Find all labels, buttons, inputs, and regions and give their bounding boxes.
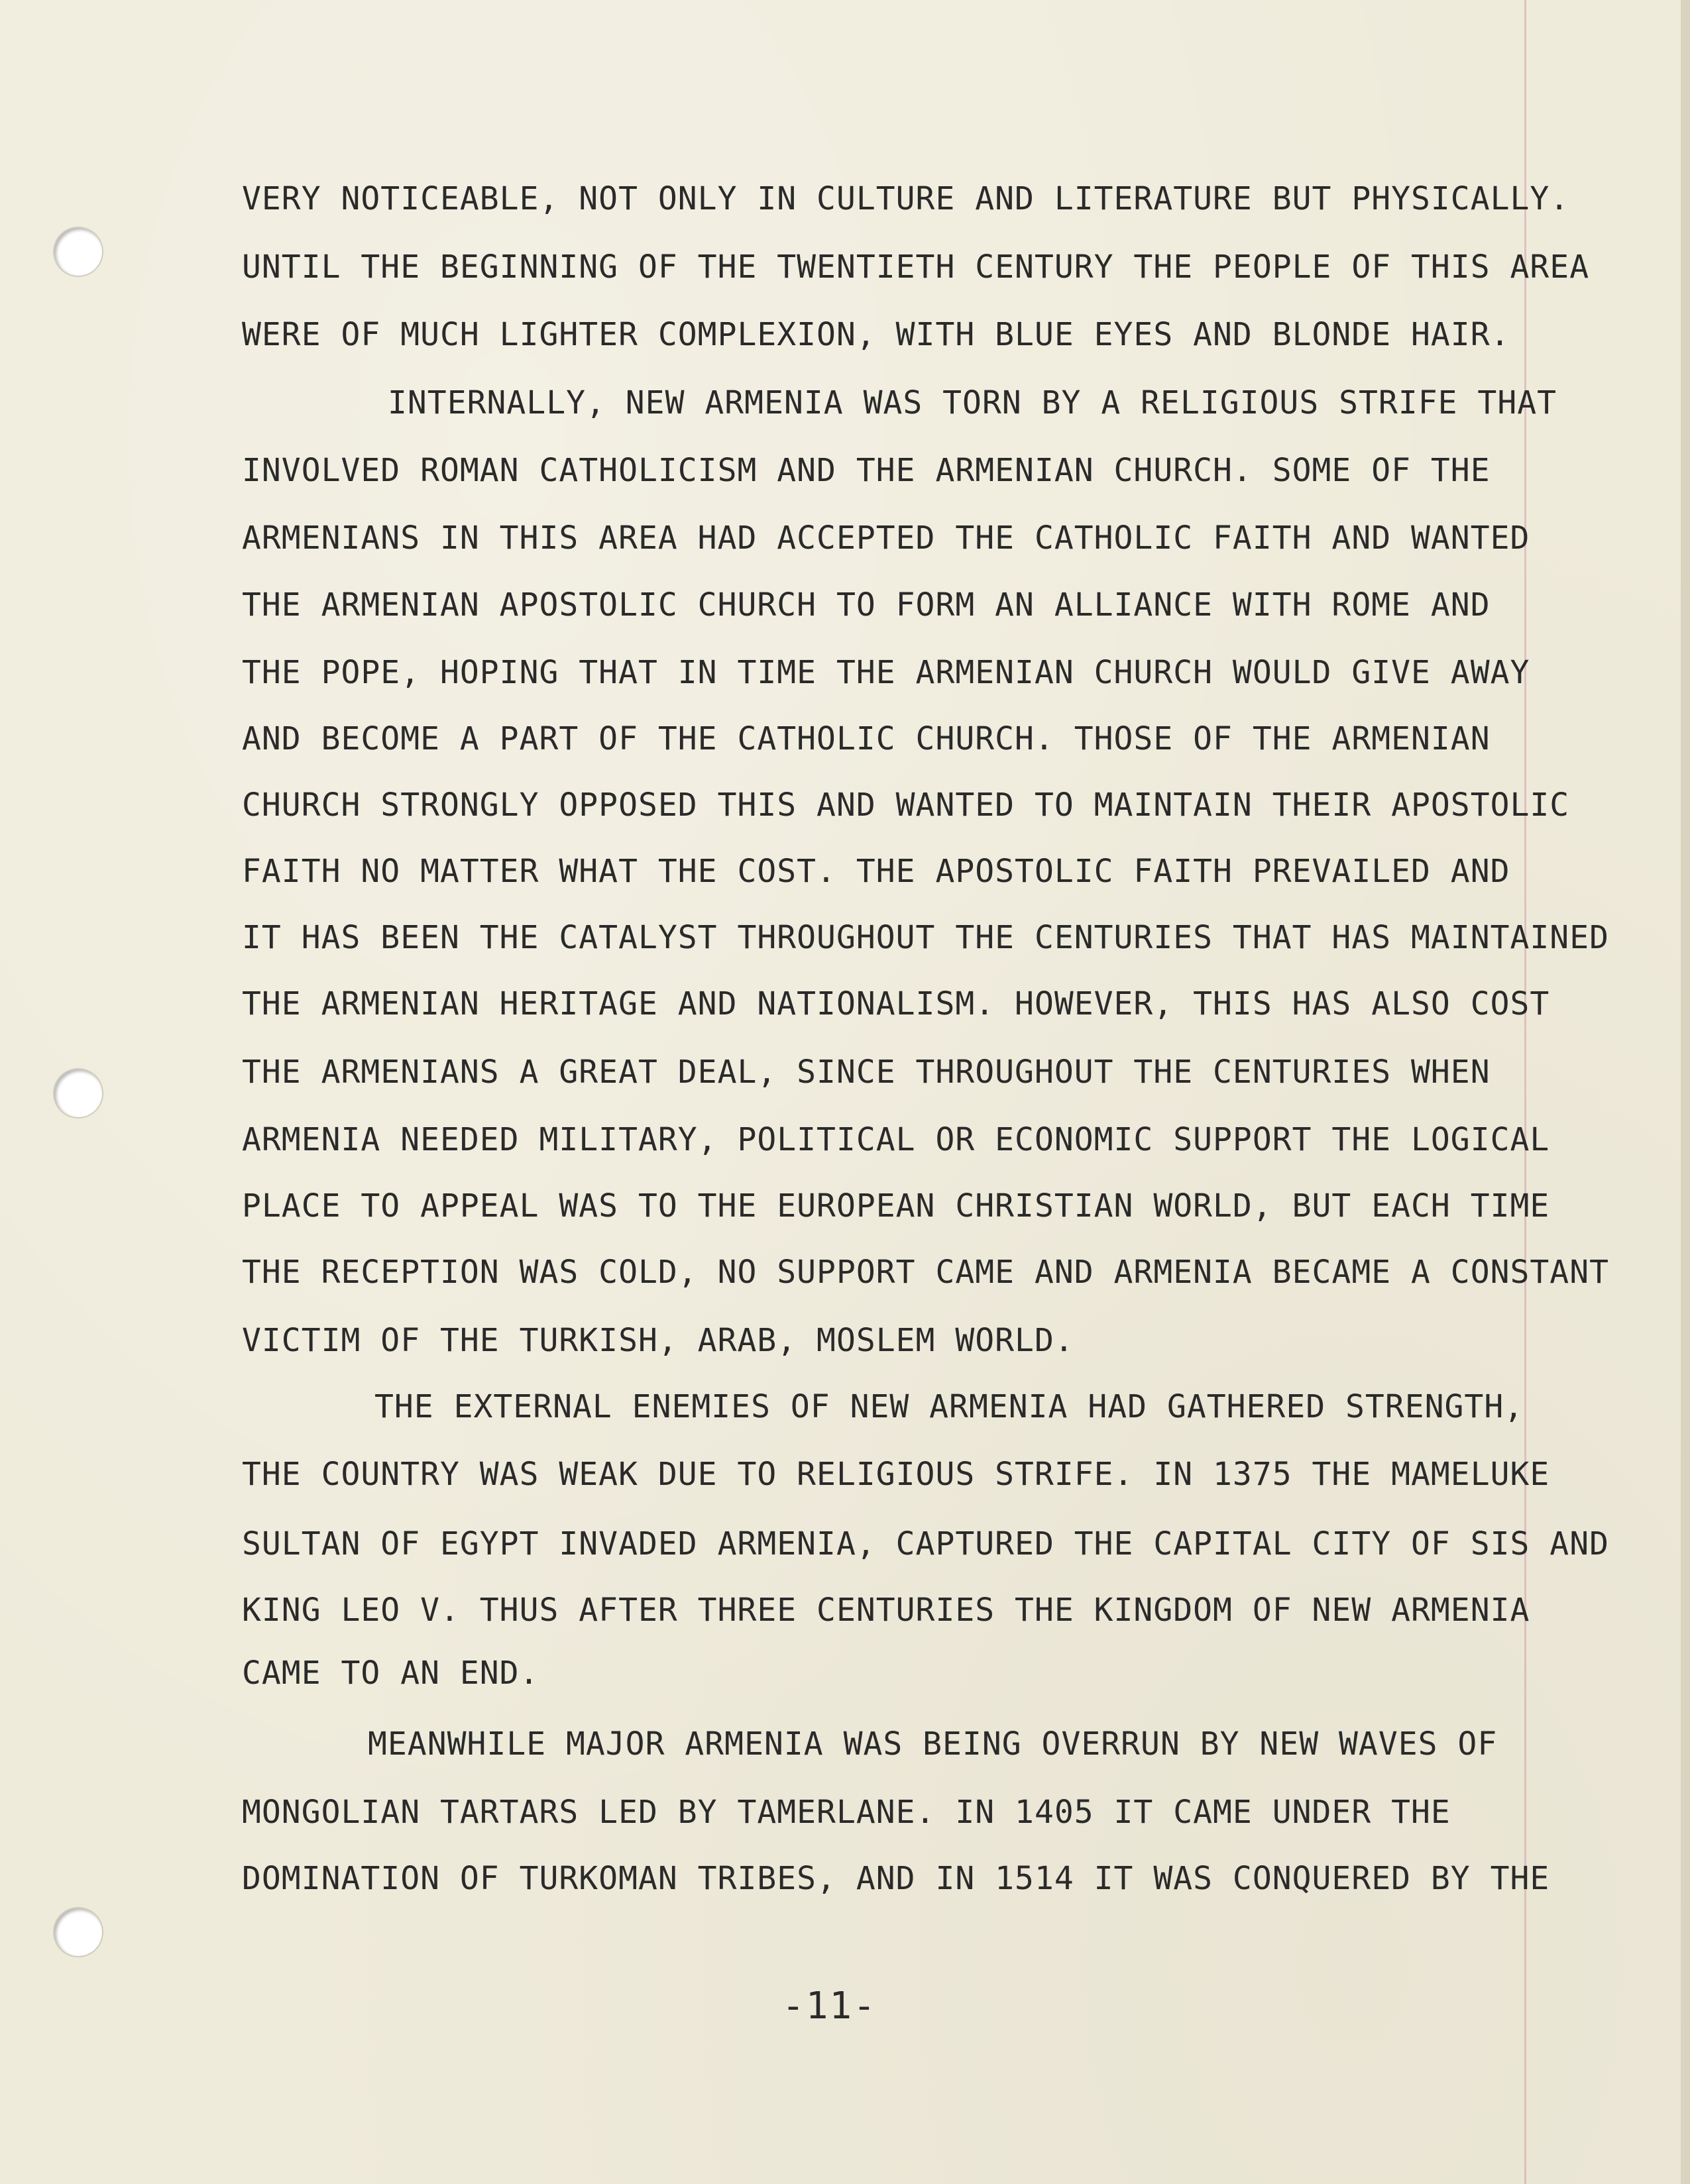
text-line: AND BECOME A PART OF THE CATHOLIC CHURCH. THOSE OF THE ARMENIAN — [242, 720, 1491, 757]
text-line: THE RECEPTION WAS COLD, NO SUPPORT CAME AND ARMENIA BECAME A CONSTANT — [242, 1254, 1609, 1291]
text-line: THE POPE, HOPING THAT IN TIME THE ARMENIAN CHURCH WOULD GIVE AWAY — [242, 654, 1530, 691]
text-line: THE EXTERNAL ENEMIES OF NEW ARMENIA HAD GATHERED STRENGTH, — [374, 1388, 1524, 1425]
text-line: INTERNALLY, NEW ARMENIA WAS TORN BY A RELIGIOUS STRIFE THAT — [388, 384, 1557, 421]
text-line: THE ARMENIAN APOSTOLIC CHURCH TO FORM AN ALLIANCE WITH ROME AND — [242, 586, 1491, 624]
text-line: DOMINATION OF TURKOMAN TRIBES, AND IN 1514 IT WAS CONQUERED BY THE — [242, 1860, 1550, 1897]
text-line: ARMENIANS IN THIS AREA HAD ACCEPTED THE CATHOLIC FAITH AND WANTED — [242, 519, 1530, 557]
page-number: -11- — [782, 1985, 877, 2028]
text-line: MONGOLIAN TARTARS LED BY TAMERLANE. IN 1405 IT CAME UNDER THE — [242, 1794, 1451, 1831]
text-line: ARMENIA NEEDED MILITARY, POLITICAL OR ECONOMIC SUPPORT THE LOGICAL — [242, 1121, 1550, 1158]
text-line: INVOLVED ROMAN CATHOLICISM AND THE ARMENIAN CHURCH. SOME OF THE — [242, 452, 1491, 489]
text-line: FAITH NO MATTER WHAT THE COST. THE APOSTOLIC FAITH PREVAILED AND — [242, 853, 1510, 890]
text-line: UNTIL THE BEGINNING OF THE TWENTIETH CENTURY THE PEOPLE OF THIS AREA — [242, 248, 1590, 286]
text-line: PLACE TO APPEAL WAS TO THE EUROPEAN CHRISTIAN WORLD, BUT EACH TIME — [242, 1187, 1550, 1225]
text-line: IT HAS BEEN THE CATALYST THROUGHOUT THE CENTURIES THAT HAS MAINTAINED — [242, 919, 1609, 956]
text-line: SULTAN OF EGYPT INVADED ARMENIA, CAPTURED THE CAPITAL CITY OF SIS AND — [242, 1525, 1609, 1562]
text-line: THE COUNTRY WAS WEAK DUE TO RELIGIOUS STRIFE. IN 1375 THE MAMELUKE — [242, 1456, 1550, 1493]
text-line: CHURCH STRONGLY OPPOSED THIS AND WANTED TO MAINTAIN THEIR APOSTOLIC — [242, 787, 1570, 824]
text-line: THE ARMENIANS A GREAT DEAL, SINCE THROUGHOUT THE CENTURIES WHEN — [242, 1054, 1491, 1091]
text-line: VERY NOTICEABLE, NOT ONLY IN CULTURE AND LITERATURE BUT PHYSICALLY. — [242, 180, 1570, 217]
text-line: THE ARMENIAN HERITAGE AND NATIONALISM. HOWEVER, THIS HAS ALSO COST — [242, 985, 1550, 1022]
text-line: CAME TO AN END. — [242, 1655, 539, 1692]
text-line: KING LEO V. THUS AFTER THREE CENTURIES THE KINGDOM OF NEW ARMENIA — [242, 1592, 1530, 1629]
text-line: VICTIM OF THE TURKISH, ARAB, MOSLEM WORLD. — [242, 1322, 1074, 1359]
text-line: WERE OF MUCH LIGHTER COMPLEXION, WITH BLUE EYES AND BLONDE HAIR. — [242, 316, 1510, 353]
text-line: MEANWHILE MAJOR ARMENIA WAS BEING OVERRUN BY NEW WAVES OF — [368, 1725, 1498, 1763]
